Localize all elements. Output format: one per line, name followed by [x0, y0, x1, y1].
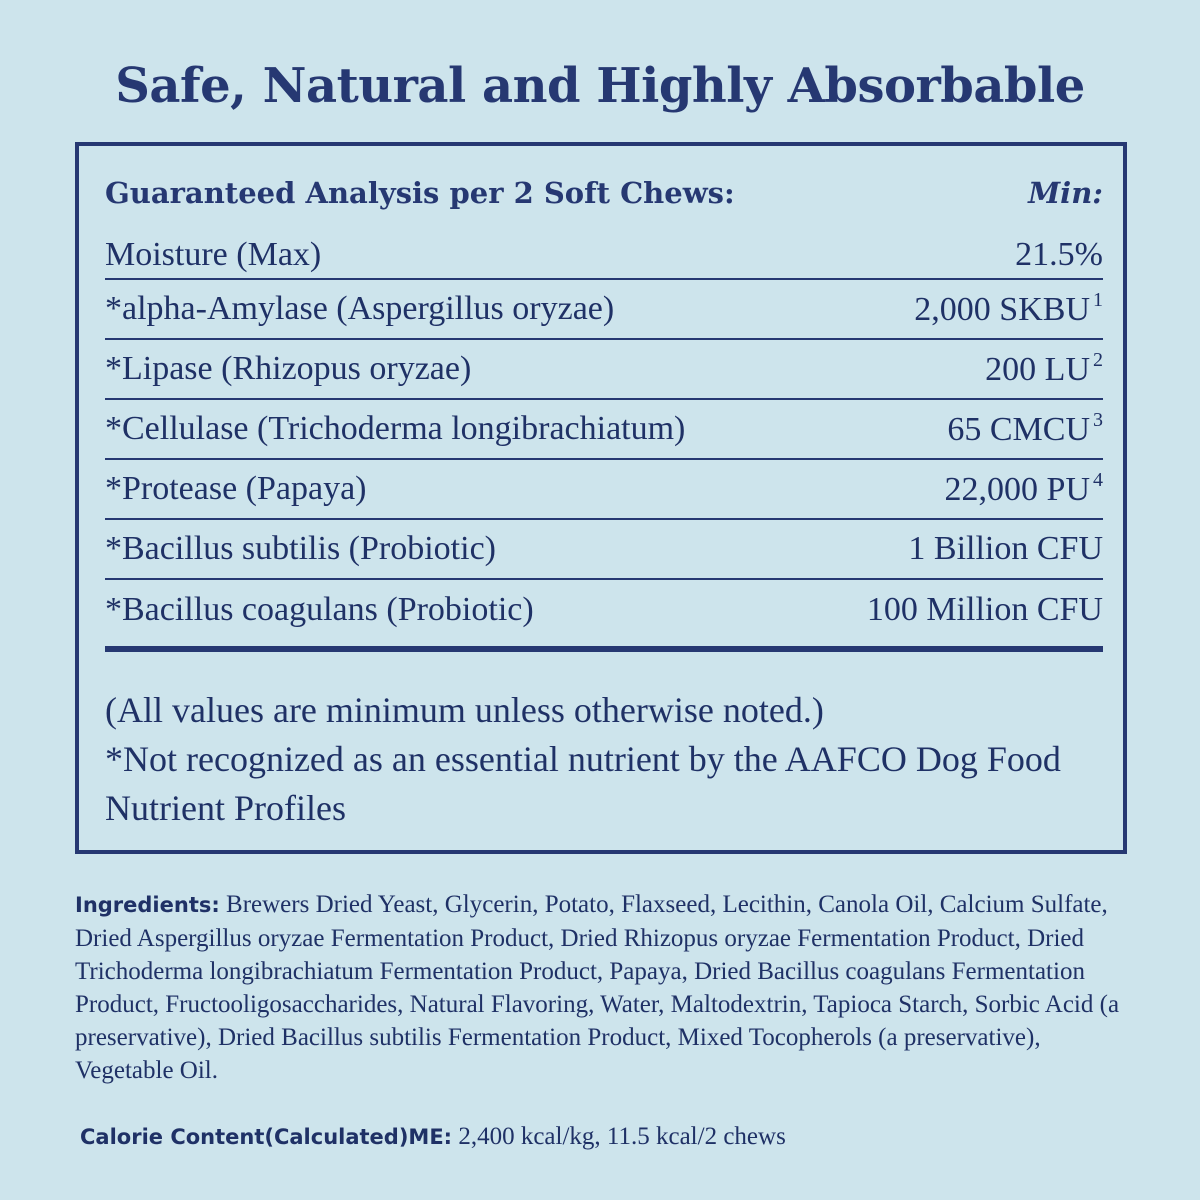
analysis-header	[105, 176, 1103, 210]
analysis-row-name: *Bacillus coagulans (Probiotic)	[105, 591, 534, 628]
analysis-row-value-group	[945, 469, 1103, 509]
analysis-rows	[105, 230, 1103, 652]
analysis-row-value-group	[908, 530, 1103, 568]
analysis-row-value-group	[985, 349, 1103, 389]
analysis-row-name: *Bacillus subtilis (Probiotic)	[105, 530, 496, 567]
analysis-header-label: Guaranteed Analysis per 2 Soft Chews:	[105, 176, 735, 210]
analysis-row-value-group	[867, 591, 1103, 629]
analysis-row-name: Moisture (Max)	[105, 236, 322, 273]
analysis-row-value: 100 Million CFU	[866, 591, 1103, 628]
analysis-row-value-group	[914, 289, 1103, 329]
analysis-row-name: *Cellulase (Trichoderma longibrachiatum)	[105, 410, 686, 447]
guaranteed-analysis-panel	[75, 142, 1127, 854]
analysis-row-name: *Lipase (Rhizopus oryzae)	[105, 350, 472, 387]
analysis-row-value: 65 CMCU	[947, 411, 1090, 448]
analysis-row-footnote: 3	[1093, 409, 1103, 431]
note-minimum: (All values are minimum unless otherwise noted.)	[105, 690, 824, 730]
ingredients-text: Brewers Dried Yeast, Glycerin, Potato, Flaxseed, Lecithin, Canola Oil, Calcium Sulfate, Dried Aspergillus oryzae Fermentation Product, Dried Rhizopus oryzae Fermentation Product, Dried Trichoderma longibrachiatum Fermentation Product, Papaya, Dried Bacillus coagulans Fermentation Product, Fructooligosaccharides, Natural Flavoring, Water, Maltodextrin, Tapioca Starch, Sorbic Acid (a preservative), Dried Bacillus subtilis Fermentation Product, Mixed Tocopherols (a preservative), Vegetable Oil.	[75, 891, 1120, 1084]
ingredients-paragraph	[75, 888, 1125, 1087]
analysis-row-value: 21.5%	[1015, 236, 1103, 273]
analysis-row	[105, 340, 1103, 400]
analysis-notes	[105, 686, 1103, 833]
analysis-row	[105, 460, 1103, 520]
ingredients-label: Ingredients:	[75, 893, 220, 917]
analysis-row-name: *alpha-Amylase (Aspergillus oryzae)	[105, 290, 615, 327]
analysis-header-min: Min:	[1028, 176, 1103, 210]
calorie-text: 2,400 kcal/kg, 11.5 kcal/2 chews	[458, 1123, 786, 1150]
analysis-row	[105, 400, 1103, 460]
analysis-row	[105, 280, 1103, 340]
analysis-row	[105, 580, 1103, 652]
analysis-row-value: 1 Billion CFU	[908, 530, 1103, 567]
calorie-label: Calorie Content(Calculated)ME:	[80, 1125, 453, 1149]
analysis-row	[105, 230, 1103, 280]
analysis-row-value-group	[947, 409, 1103, 449]
analysis-row-footnote: 1	[1093, 289, 1103, 311]
analysis-row-name: *Protease (Papaya)	[105, 470, 367, 507]
page-title: Safe, Natural and Highly Absorbable	[115, 58, 1085, 114]
analysis-row	[105, 520, 1103, 580]
calorie-content	[80, 1120, 1130, 1154]
analysis-row-value: 22,000 PU	[944, 471, 1090, 508]
analysis-row-footnote: 4	[1093, 469, 1103, 491]
analysis-row-footnote: 2	[1093, 349, 1103, 371]
analysis-row-value-group	[1015, 236, 1103, 274]
analysis-row-value: 200 LU	[985, 351, 1090, 388]
note-aafco: *Not recognized as an essential nutrient by the AAFCO Dog Food Nutrient Profiles	[105, 739, 1061, 828]
analysis-row-value: 2,000 SKBU	[914, 291, 1090, 328]
